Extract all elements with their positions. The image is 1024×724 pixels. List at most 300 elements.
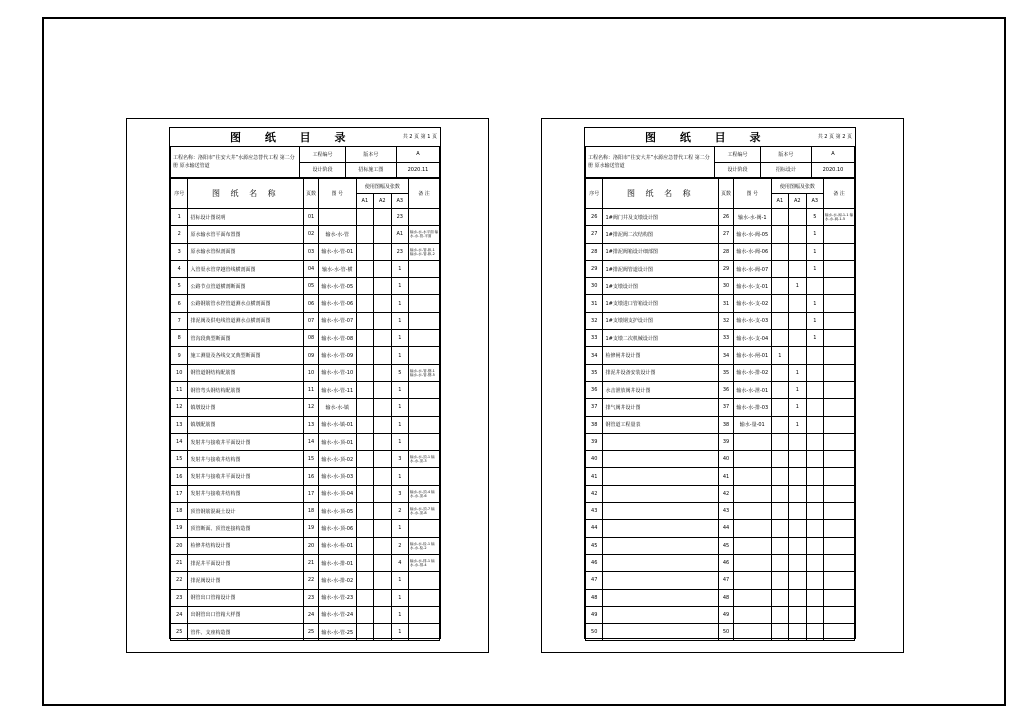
row-name: 水击泄放阀井设计图: [603, 381, 719, 398]
table-row: [171, 226, 440, 243]
row-note: 输水-水-顶-4 输水-水-顶-6: [409, 485, 440, 502]
row-a2: [789, 451, 806, 468]
row-code: 输水-水-阀-06: [733, 243, 771, 260]
row-a1: [771, 606, 788, 623]
row-note: [824, 243, 855, 260]
row-a1: [356, 399, 373, 416]
row-seq: 19: [171, 520, 188, 537]
row-a2: [374, 330, 391, 347]
col-a3: A3: [391, 194, 408, 209]
row-note: [409, 330, 440, 347]
table-row: [586, 606, 855, 623]
row-code: 输水-水-闸-01: [733, 347, 771, 364]
row-a2: [789, 589, 806, 606]
row-note: [409, 347, 440, 364]
stage-label: 设计阶段: [715, 162, 761, 178]
row-note: 输水-水-阀-1-1 输水-水-阀-1-5: [824, 209, 855, 226]
row-seq: 40: [586, 451, 603, 468]
row-code: 输水-水-阀-05: [733, 226, 771, 243]
row-seq: 28: [586, 243, 603, 260]
row-a3: 23: [391, 243, 408, 260]
row-name: [603, 624, 719, 641]
stage-label: 设计阶段: [300, 162, 346, 178]
row-name: [603, 451, 719, 468]
engineering-no-label: 工程编号: [715, 147, 761, 163]
table-row: [171, 554, 440, 571]
row-name: 1#排泥阀二次结构图: [603, 226, 719, 243]
row-a3: [806, 278, 823, 295]
row-note: 输水-水-检-1 输水-水-检-2: [409, 537, 440, 554]
row-code: 输水-水-顶-03: [318, 468, 356, 485]
row-a3: [806, 606, 823, 623]
row-page: 29: [719, 260, 734, 277]
row-a3: 1: [391, 572, 408, 589]
row-a1: [356, 381, 373, 398]
row-a3: [806, 468, 823, 485]
row-a2: [789, 503, 806, 520]
row-a1: [356, 503, 373, 520]
row-a2: [374, 503, 391, 520]
row-a2: [789, 485, 806, 502]
version-label: 版本号: [345, 147, 396, 163]
row-code: [733, 554, 771, 571]
row-a3: 1: [391, 624, 408, 641]
row-a1: [771, 260, 788, 277]
row-code: 输水-水-镇: [318, 399, 356, 416]
drawing-list-table: [585, 178, 855, 641]
table-row: [171, 503, 440, 520]
row-name: 钢管出口管箱设计图: [188, 589, 304, 606]
row-name: [603, 485, 719, 502]
row-note: [824, 226, 855, 243]
row-seq: 9: [171, 347, 188, 364]
project-name: 工程名称：洛阳市“往安大井”水源应急替代工程 第二分册 原水输送管道: [586, 147, 715, 178]
row-a2: [374, 364, 391, 381]
row-a1: [771, 624, 788, 641]
row-a1: [356, 209, 373, 226]
table-row: [586, 416, 855, 433]
row-a1: [771, 416, 788, 433]
row-a2: 1: [789, 278, 806, 295]
row-code: 输水-量-01: [733, 416, 771, 433]
row-page: 49: [719, 606, 734, 623]
row-note: [824, 520, 855, 537]
row-name: 1#支墩进口管箱设计图: [603, 295, 719, 312]
row-a2: [789, 226, 806, 243]
row-code: 输水-水-支-02: [733, 295, 771, 312]
row-a3: [806, 572, 823, 589]
row-a2: 1: [789, 381, 806, 398]
row-name: 排泥阀设计图: [188, 572, 304, 589]
page-info: 共 2 页 第 1 页: [402, 134, 437, 140]
row-a3: 4: [391, 554, 408, 571]
row-name: [603, 433, 719, 450]
row-name: 排泥井设备安装设计图: [603, 364, 719, 381]
row-page: 43: [719, 503, 734, 520]
row-a2: [374, 381, 391, 398]
table-row: [171, 399, 440, 416]
row-name: 顶管钢筋混凝土设计: [188, 503, 304, 520]
row-seq: 39: [586, 433, 603, 450]
col-drawing-no: 图 号: [318, 179, 356, 209]
table-row: [171, 624, 440, 641]
row-page: 01: [304, 209, 319, 226]
row-page: 03: [304, 243, 319, 260]
row-a3: 1: [391, 381, 408, 398]
col-a2: A2: [374, 194, 391, 209]
row-a3: 1: [806, 260, 823, 277]
row-code: 输水-水-排-02: [318, 572, 356, 589]
row-code: 输水-水-管-23: [318, 589, 356, 606]
row-page: 22: [304, 572, 319, 589]
row-seq: 2: [171, 226, 188, 243]
row-code: [733, 606, 771, 623]
row-a2: [789, 537, 806, 554]
row-code: 输水-水-排-01: [318, 554, 356, 571]
row-code: 输水-水-管-05: [318, 278, 356, 295]
row-a2: [374, 606, 391, 623]
table-row: [586, 572, 855, 589]
row-note: [824, 554, 855, 571]
row-page: 24: [304, 606, 319, 623]
row-a3: [806, 433, 823, 450]
row-seq: 11: [171, 381, 188, 398]
row-code: 输水-水-阀-07: [733, 260, 771, 277]
row-a1: [771, 330, 788, 347]
row-seq: 20: [171, 537, 188, 554]
row-code: 输水-水-检-01: [318, 537, 356, 554]
table-row: [171, 606, 440, 623]
row-name: 入管渠水管穿越管线横剖面图: [188, 260, 304, 277]
row-a3: 1: [391, 312, 408, 329]
row-page: 14: [304, 433, 319, 450]
row-note: [824, 295, 855, 312]
table-row: [171, 209, 440, 226]
table-row: [171, 485, 440, 502]
row-a1: [771, 468, 788, 485]
row-code: [733, 433, 771, 450]
table-row: [586, 226, 855, 243]
catalog-title-bar: [585, 128, 855, 147]
table-row: [171, 520, 440, 537]
table-row: [586, 485, 855, 502]
row-page: 12: [304, 399, 319, 416]
row-name: [603, 537, 719, 554]
row-note: [824, 606, 855, 623]
row-a2: [374, 312, 391, 329]
row-note: [409, 295, 440, 312]
row-a1: [771, 554, 788, 571]
table-row: [586, 278, 855, 295]
table-row: [171, 347, 440, 364]
row-a2: [789, 554, 806, 571]
table-row: [171, 468, 440, 485]
row-a3: 2: [391, 537, 408, 554]
row-note: 输水-水-排-1 输水-水-排-4: [409, 554, 440, 571]
row-code: 输水-水-管: [318, 226, 356, 243]
row-a1: [356, 572, 373, 589]
row-a3: 1: [391, 589, 408, 606]
catalog-frame: [169, 127, 441, 639]
row-a3: 5: [391, 364, 408, 381]
row-name: 施工测量及各线交叉典型断面图: [188, 347, 304, 364]
row-seq: 48: [586, 589, 603, 606]
row-a3: 1: [391, 606, 408, 623]
row-a1: [356, 226, 373, 243]
row-code: [733, 572, 771, 589]
row-a1: [771, 364, 788, 381]
row-note: [824, 485, 855, 502]
row-page: 21: [304, 554, 319, 571]
row-a3: 23: [391, 209, 408, 226]
row-a3: 2: [391, 503, 408, 520]
row-code: [733, 589, 771, 606]
row-seq: 6: [171, 295, 188, 312]
row-name: [603, 503, 719, 520]
col-page: 页数: [719, 179, 734, 209]
row-seq: 29: [586, 260, 603, 277]
table-row: [586, 260, 855, 277]
row-page: 04: [304, 260, 319, 277]
row-note: 输水-水-顶-7 输水-水-顶-8: [409, 503, 440, 520]
row-code: 输水-水-顶-02: [318, 451, 356, 468]
row-code: 输水-水-顶-01: [318, 433, 356, 450]
row-code: [318, 209, 356, 226]
row-seq: 7: [171, 312, 188, 329]
table-row: [586, 451, 855, 468]
row-code: 输水-水-管-横: [318, 260, 356, 277]
row-note: [824, 589, 855, 606]
row-seq: 44: [586, 520, 603, 537]
row-page: 23: [304, 589, 319, 606]
row-seq: 49: [586, 606, 603, 623]
row-a1: [771, 243, 788, 260]
row-a3: 1: [806, 295, 823, 312]
table-row: [586, 503, 855, 520]
row-seq: 8: [171, 330, 188, 347]
row-a1: [356, 606, 373, 623]
row-a1: [356, 260, 373, 277]
row-code: 输水-水-排-03: [733, 399, 771, 416]
row-a3: 1: [806, 312, 823, 329]
row-a2: [374, 468, 391, 485]
row-name: 出钢管出口管箱大样图: [188, 606, 304, 623]
row-a3: 1: [806, 243, 823, 260]
row-note: [409, 260, 440, 277]
row-a1: [356, 554, 373, 571]
row-code: 输水-水-顶-05: [318, 503, 356, 520]
row-seq: 3: [171, 243, 188, 260]
row-seq: 42: [586, 485, 603, 502]
row-a2: 1: [789, 364, 806, 381]
row-page: 30: [719, 278, 734, 295]
col-page: 页数: [304, 179, 319, 209]
row-note: [824, 381, 855, 398]
row-a3: [806, 381, 823, 398]
row-a2: [789, 347, 806, 364]
table-row: [586, 330, 855, 347]
row-a3: 1: [391, 416, 408, 433]
row-name: 排气阀井设计图: [603, 399, 719, 416]
row-name: 1#支墩设计图: [603, 278, 719, 295]
row-note: [824, 503, 855, 520]
row-note: [824, 347, 855, 364]
row-seq: 34: [586, 347, 603, 364]
row-code: 输水-水-管-06: [318, 295, 356, 312]
table-row: [171, 589, 440, 606]
row-a2: [374, 416, 391, 433]
row-a3: 1: [391, 347, 408, 364]
row-seq: 1: [171, 209, 188, 226]
row-code: 输水-水-支-01: [733, 278, 771, 295]
row-note: 输水-水-管-纵-1 输水-水-管-纵-2: [409, 243, 440, 260]
table-row: [586, 520, 855, 537]
row-code: 输水-水-管-07: [318, 312, 356, 329]
row-note: [824, 278, 855, 295]
row-a3: [806, 399, 823, 416]
row-name: 原水输水管平面布置图: [188, 226, 304, 243]
row-a2: [374, 295, 391, 312]
row-a2: [374, 554, 391, 571]
row-a2: [374, 537, 391, 554]
project-info: [585, 146, 855, 178]
row-name: 1#支墩二次机械设计图: [603, 330, 719, 347]
row-seq: 12: [171, 399, 188, 416]
row-a1: [356, 295, 373, 312]
row-page: 17: [304, 485, 319, 502]
row-note: [409, 468, 440, 485]
drawing-sheet-2: [541, 118, 904, 653]
row-page: 39: [719, 433, 734, 450]
row-page: 26: [719, 209, 734, 226]
row-a1: [356, 485, 373, 502]
row-a3: 5: [806, 209, 823, 226]
col-a3: A3: [806, 194, 823, 209]
table-row: [586, 589, 855, 606]
row-a2: [789, 468, 806, 485]
row-a3: [806, 589, 823, 606]
row-a2: [374, 451, 391, 468]
row-name: 镇墩设计图: [188, 399, 304, 416]
row-a2: [374, 209, 391, 226]
row-page: 32: [719, 312, 734, 329]
table-row: [171, 381, 440, 398]
row-page: 31: [719, 295, 734, 312]
drawing-list-table: [170, 178, 440, 641]
row-a3: [806, 485, 823, 502]
row-page: 08: [304, 330, 319, 347]
version-value: A: [396, 147, 439, 163]
row-name: 公路钢筋管水控管道测水点横剖面图: [188, 295, 304, 312]
row-seq: 50: [586, 624, 603, 641]
row-page: 42: [719, 485, 734, 502]
row-a2: [374, 347, 391, 364]
row-seq: 33: [586, 330, 603, 347]
row-note: [409, 381, 440, 398]
row-a2: [374, 572, 391, 589]
row-a2: [374, 433, 391, 450]
table-row: [586, 624, 855, 641]
row-a3: A1: [391, 226, 408, 243]
row-note: [409, 624, 440, 641]
row-a1: [771, 399, 788, 416]
row-seq: 26: [586, 209, 603, 226]
table-row: [171, 243, 440, 260]
row-note: [824, 416, 855, 433]
row-a3: 1: [806, 330, 823, 347]
row-a1: [356, 589, 373, 606]
row-a2: [374, 278, 391, 295]
table-row: [586, 433, 855, 450]
row-page: 35: [719, 364, 734, 381]
engineering-no-label: 工程编号: [300, 147, 346, 163]
col-seq: 序号: [171, 179, 188, 209]
row-a2: [789, 243, 806, 260]
row-seq: 13: [171, 416, 188, 433]
row-page: 33: [719, 330, 734, 347]
row-a2: [789, 606, 806, 623]
row-seq: 15: [171, 451, 188, 468]
row-code: [733, 520, 771, 537]
row-name: 1#支墩钢支护设计图: [603, 312, 719, 329]
row-code: 输水-水-顶-04: [318, 485, 356, 502]
row-page: 28: [719, 243, 734, 260]
version-label: 版本号: [760, 147, 811, 163]
row-a1: [356, 364, 373, 381]
row-seq: 32: [586, 312, 603, 329]
row-seq: 10: [171, 364, 188, 381]
row-a1: [356, 312, 373, 329]
date-value: 2020.11: [396, 162, 439, 178]
row-code: [733, 468, 771, 485]
row-seq: 36: [586, 381, 603, 398]
col-drawing-no: 图 号: [733, 179, 771, 209]
row-note: [409, 433, 440, 450]
row-note: [409, 606, 440, 623]
row-page: 47: [719, 572, 734, 589]
row-page: 45: [719, 537, 734, 554]
row-page: 34: [719, 347, 734, 364]
row-name: 顶管断面、顶管连接构造图: [188, 520, 304, 537]
col-usage: 使用图幅及张数: [356, 179, 408, 194]
row-a1: [356, 468, 373, 485]
row-note: [409, 399, 440, 416]
stage-value: 招标设计: [760, 162, 811, 178]
table-row: [586, 468, 855, 485]
row-a1: [771, 520, 788, 537]
row-a1: [356, 330, 373, 347]
row-seq: 35: [586, 364, 603, 381]
row-a3: [806, 537, 823, 554]
row-page: 10: [304, 364, 319, 381]
row-a1: [771, 433, 788, 450]
row-note: [824, 572, 855, 589]
row-note: [409, 209, 440, 226]
col-remark: 备 注: [824, 179, 855, 209]
col-usage: 使用图幅及张数: [771, 179, 823, 194]
row-code: 输水-水-支-03: [733, 312, 771, 329]
col-seq: 序号: [586, 179, 603, 209]
table-row: [171, 433, 440, 450]
row-page: 36: [719, 381, 734, 398]
row-note: [824, 330, 855, 347]
row-note: 输水-水-水平面 输水-水-管-平面: [409, 226, 440, 243]
row-page: 11: [304, 381, 319, 398]
row-a2: [789, 520, 806, 537]
table-row: [171, 572, 440, 589]
table-row: [171, 537, 440, 554]
row-seq: 43: [586, 503, 603, 520]
